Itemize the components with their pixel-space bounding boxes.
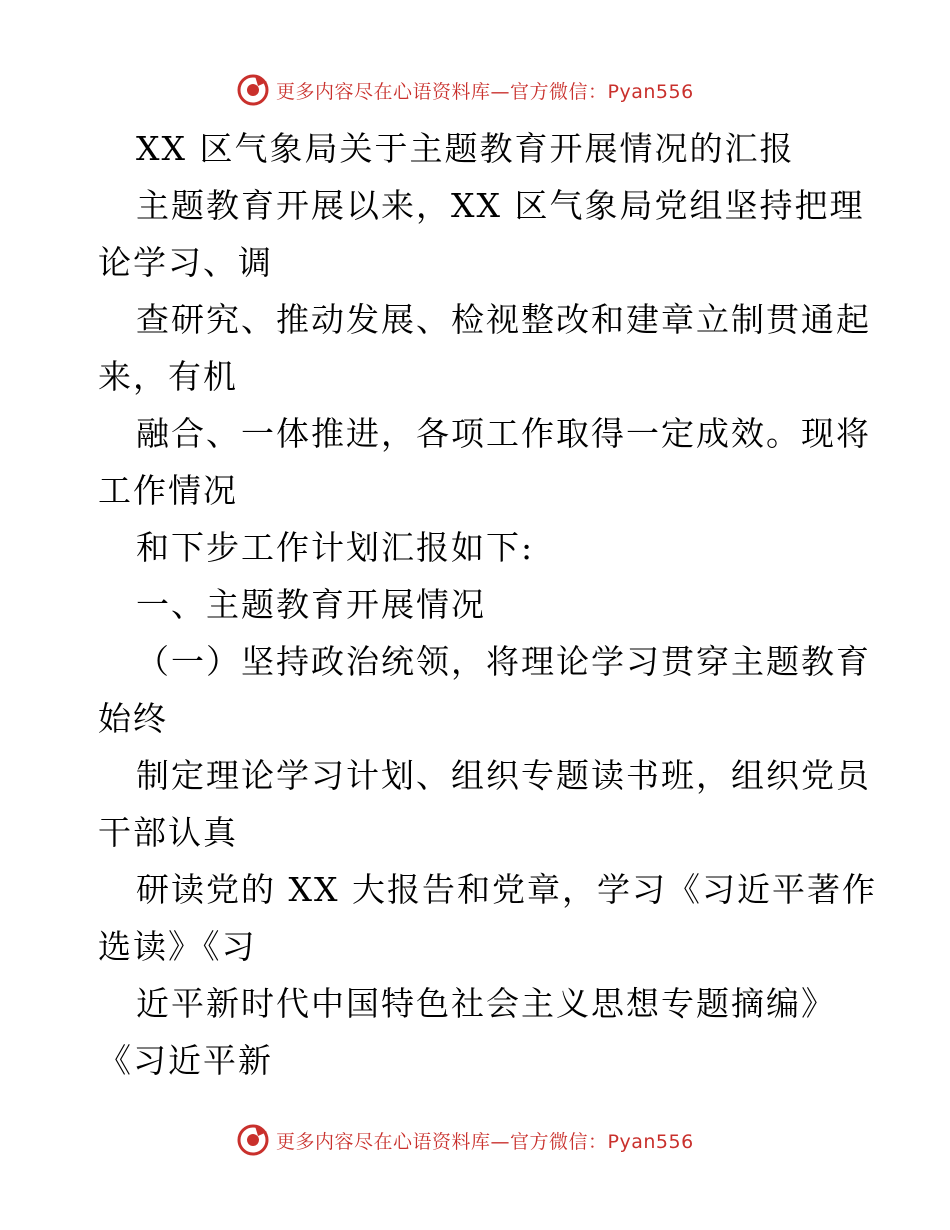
watermark-text: 更多内容尽在心语资料库—官方微信：Pyan556 xyxy=(276,1130,694,1153)
document-title: XX 区气象局关于主题教育开展情况的汇报 xyxy=(136,129,795,168)
paragraph-line: 制定理论学习计划、组织专题读书班，组织党员 xyxy=(136,756,871,795)
watermark-banner-bottom xyxy=(236,1122,694,1158)
paragraph-line: 来，有机 xyxy=(98,357,238,396)
paragraph-line: 论学习、调 xyxy=(98,243,273,282)
paragraph-line: 工作情况 xyxy=(98,471,238,510)
paragraph-line: 一、主题教育开展情况 xyxy=(136,585,486,624)
watermark-text: 更多内容尽在心语资料库—官方微信：Pyan556 xyxy=(276,80,694,103)
paragraph-line: 始终 xyxy=(98,699,168,738)
paragraph-line: 《习近平新 xyxy=(98,1041,273,1080)
paragraph-line: 干部认真 xyxy=(98,813,238,852)
paragraph-line: 近平新时代中国特色社会主义思想专题摘编》 xyxy=(136,984,836,1023)
watermark-banner-top xyxy=(236,72,694,108)
paragraph-line: 选读》《习 xyxy=(98,927,257,966)
paragraph-line: 主题教育开展以来，XX 区气象局党组坚持把理 xyxy=(136,186,865,225)
paragraph-line: 研读党的 XX 大报告和党章，学习《习近平著作 xyxy=(136,870,877,909)
paragraph-line: 查研究、推动发展、检视整改和建章立制贯通起 xyxy=(136,300,871,339)
paragraph-line: （一）坚持政治统领，将理论学习贯穿主题教育 xyxy=(136,642,871,681)
document-body xyxy=(98,120,877,1089)
logo-icon xyxy=(236,1123,270,1157)
paragraph-line: 和下步工作计划汇报如下: xyxy=(136,528,535,567)
paragraph-line: 融合、一体推进，各项工作取得一定成效。现将 xyxy=(136,414,871,453)
logo-icon xyxy=(236,73,270,107)
